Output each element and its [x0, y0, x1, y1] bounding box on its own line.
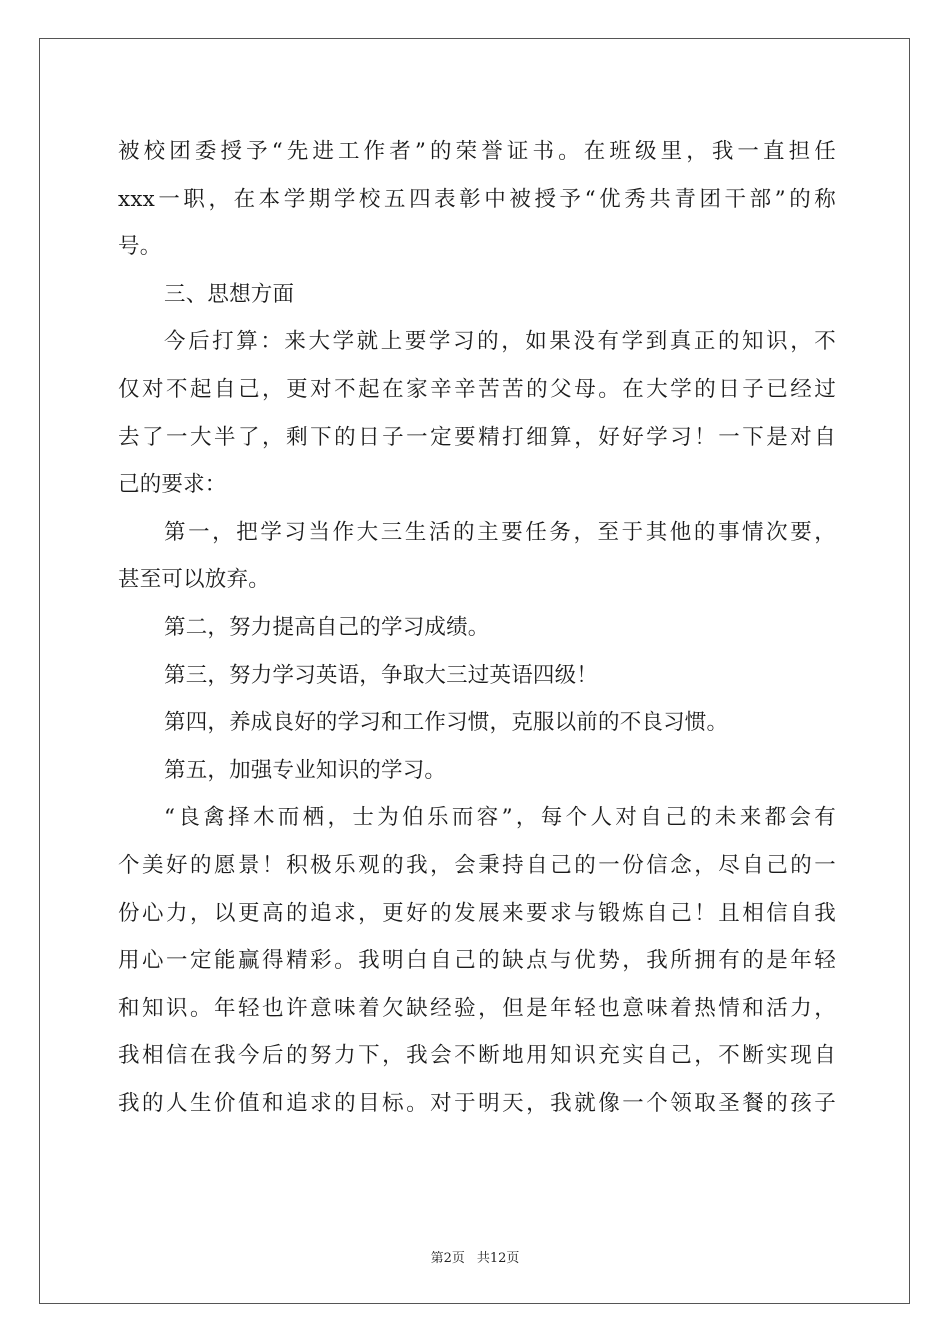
text-line: 今后打算：来大学就上要学习的，如果没有学到真正的知识，不: [164, 329, 836, 355]
text-line: 号。: [118, 234, 162, 260]
text-line: 用心一定能赢得精彩。我明白自己的缺点与优势，我所拥有的是年轻: [118, 948, 836, 974]
list-item: 第五，加强专业知识的学习。: [164, 757, 447, 783]
text-line: 份心力，以更高的追求，更好的发展来要求与锻炼自己！且相信自我: [118, 900, 836, 926]
document-body: [118, 128, 836, 1127]
text-line: “良禽择木而栖，士为伯乐而容”，每个人对自己的未来都会有: [164, 805, 836, 831]
page-total: 共12页: [476, 1251, 520, 1266]
list-item: 第一，把学习当作大三生活的主要任务，至于其他的事情次要，: [164, 519, 836, 545]
text-line: 被校团委授予“先进工作者”的荣誉证书。在班级里，我一直担任: [118, 139, 836, 164]
list-item: 第三，努力学习英语，争取大三过英语四级！: [164, 662, 599, 688]
text-line: 己的要求：: [118, 472, 227, 498]
page-footer: [0, 1247, 950, 1266]
list-item: 第四，养成良好的学习和工作习惯，克服以前的不良习惯。: [164, 710, 729, 736]
list-item: 第二，努力提高自己的学习成绩。: [164, 614, 490, 640]
text-line: 我相信在我今后的努力下，我会不断地用知识充实自己，不断实现自: [118, 1043, 836, 1069]
text-line: 我的人生价值和追求的目标。对于明天，我就像一个领取圣餐的孩子: [118, 1090, 836, 1116]
text-line: 甚至可以放弃。: [118, 567, 270, 593]
text-line: 仅对不起自己，更对不起在家辛辛苦苦的父母。在大学的日子已经过: [118, 376, 836, 402]
text-line: 个美好的愿景！积极乐观的我，会秉持自己的一份信念，尽自己的一: [118, 852, 836, 878]
section-heading: 三、思想方面: [164, 281, 295, 307]
text-line: 和知识。年轻也许意味着欠缺经验，但是年轻也意味着热情和活力，: [118, 995, 836, 1021]
text-line: 去了一大半了，剩下的日子一定要精打细算，好好学习！一下是对自: [118, 424, 836, 450]
page-number: 第2页: [430, 1251, 465, 1266]
text-line: xxx一职，在本学期学校五四表彰中被授予“优秀共青团干部”的称: [118, 186, 836, 212]
